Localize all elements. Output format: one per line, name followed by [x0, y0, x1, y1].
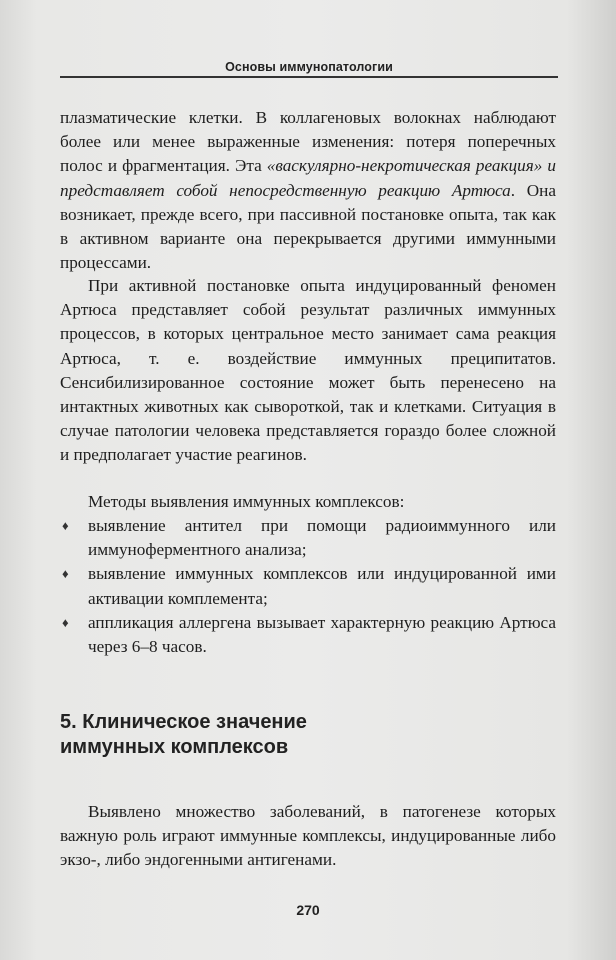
list-item-text: аппликация аллергена вызывает характерную реакцию Артюса через 6–8 часов. [88, 612, 556, 657]
section-heading-line-2: иммунных комплексов [60, 736, 289, 758]
page-number: 270 [296, 902, 320, 918]
diamond-bullet-icon: ♦ [62, 566, 69, 582]
paragraph-1-lead: плазматические клетки. В коллагеновых волокнах наблюдают более или менее выраженные изменения: потеря поперечных полос и фрагментация. Эта [60, 108, 556, 176]
paragraph-2: При активной постановке опыта индуцированный феномен Артюса представляет собой результат различных иммунных процессов, в которых центральное место занимает сама реакция Артюса, т. е. воздействие иммунных преципитатов. Сенсибилизированное состояние может быть перенесено на интактных животных как сывороткой, так и клетками. Ситуация в случае патологии человека представляется гораздо более сложной и предполагает участие реагинов. [60, 276, 556, 465]
section-heading [60, 710, 556, 760]
diamond-bullet-icon: ♦ [62, 518, 69, 533]
section-heading-line-1: 5. Клиническое значение [60, 711, 307, 733]
list-item [60, 514, 556, 562]
bullet-list [60, 514, 556, 659]
diamond-bullet-icon: ♦ [62, 614, 69, 630]
list-item-text: выявление иммунных комплексов или индуцированной ими активации комплемента; [88, 564, 556, 608]
paragraph-1 [60, 106, 556, 275]
list-item-text: выявление антител при помощи радиоиммунного или иммуноферментного анализа; [88, 516, 556, 560]
paragraph-3: Методы выявления иммунных комплексов: [88, 492, 405, 511]
paragraph-1-emphasis: «васкулярно-некротическая реакция» и представляет собой непосредственную реакцию Артюса [60, 156, 556, 200]
paragraph-1-tail: . Она возникает, прежде всего, при пассивной постановке опыта, так как в активном варианте она перекрывается другими иммунными процессами. [60, 180, 556, 273]
paragraph-4: Выявлено множество заболеваний, в патогенезе которых важную роль играют иммунные комплексы, индуцированные либо экзо-, либо эндогенными антигенами. [60, 802, 556, 870]
list-item [60, 562, 556, 610]
header-rule [60, 76, 558, 78]
running-header: Основы иммунопатологии [225, 60, 393, 74]
list-item [60, 611, 556, 659]
